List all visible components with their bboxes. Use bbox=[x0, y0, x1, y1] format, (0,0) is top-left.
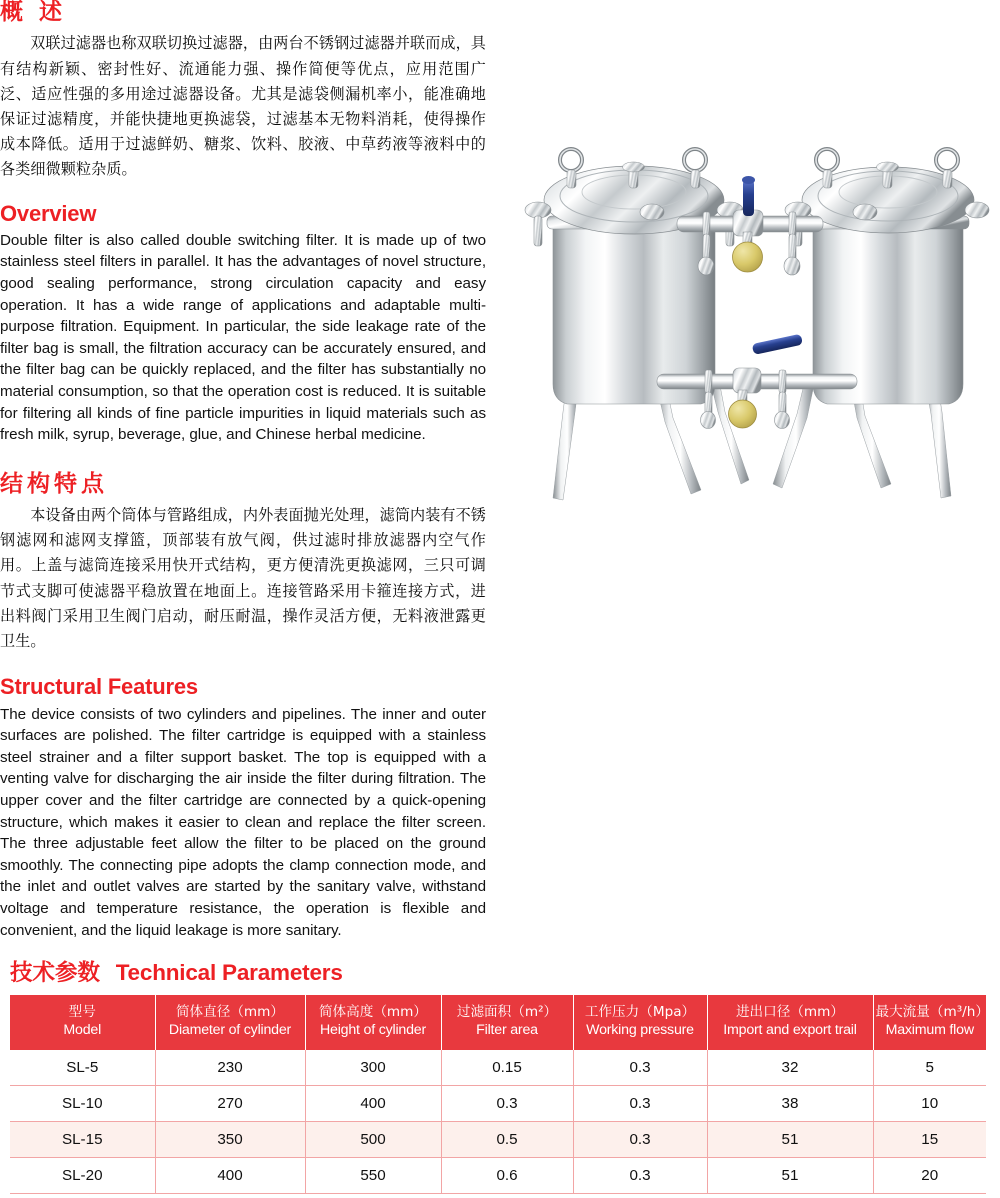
cell-diameter: 400 bbox=[155, 1157, 305, 1193]
cell-model: SL-15 bbox=[10, 1121, 155, 1157]
overview-section-en bbox=[0, 201, 486, 446]
table-row bbox=[10, 1050, 986, 1086]
structural-features-section-cn bbox=[0, 472, 486, 655]
cell-filter-area: 0.6 bbox=[441, 1157, 573, 1193]
cell-import-export: 32 bbox=[707, 1050, 873, 1086]
left-filter-vessel bbox=[525, 149, 743, 404]
structural-features-heading-cn: 结构特点 bbox=[0, 470, 108, 497]
cell-model: SL-5 bbox=[10, 1050, 155, 1086]
table-row bbox=[10, 1121, 986, 1157]
technical-parameters-section bbox=[10, 960, 989, 1194]
overview-body-en: Double filter is also called double switching filter. It is made up of two stainless steel filters in parallel. It has the advantages of novel structure, good sealing performance, strong circulation capacity and easy operation. It has a wide range of applications and adaptable multi-purpose filtration. Equipment. In particular, the side leakage rate of the filter bag is small, the filtration accuracy can be accurately ensured, and the filter bag can be quickly replaced, and the filter has substantially no material consumption, so that the operation cost is reduced. It is suitable for filtering all kinds of fine particle impurities in liquid materials such as fresh milk, syrup, beverage, glue, and Chinese herbal medicine. bbox=[0, 231, 486, 444]
cell-import-export: 51 bbox=[707, 1157, 873, 1193]
column-header-model bbox=[10, 995, 155, 1050]
column-header-import-export-cn: 进出口径（mm） bbox=[735, 1004, 845, 1021]
technical-parameters-heading bbox=[10, 960, 986, 987]
column-header-height-cn: 简体高度（mm） bbox=[318, 1004, 428, 1021]
column-header-import-export bbox=[707, 995, 873, 1050]
column-header-filter-area-en: Filter area bbox=[476, 1022, 538, 1039]
cell-import-export: 38 bbox=[707, 1085, 873, 1121]
cell-working-pressure: 0.3 bbox=[573, 1157, 707, 1193]
column-header-diameter bbox=[155, 995, 305, 1050]
column-header-max-flow-cn: 最大流量（m³/h） bbox=[875, 1004, 989, 1021]
cell-working-pressure: 0.3 bbox=[573, 1050, 707, 1086]
cell-max-flow: 10 bbox=[873, 1085, 986, 1121]
cell-filter-area: 0.3 bbox=[441, 1085, 573, 1121]
column-header-max-flow-en: Maximum flow bbox=[885, 1022, 974, 1039]
cell-height: 400 bbox=[305, 1085, 441, 1121]
column-header-working-pressure-en: Working pressure bbox=[586, 1022, 694, 1039]
technical-parameters-table bbox=[10, 995, 989, 1194]
structural-features-heading-en: Structural Features bbox=[0, 674, 198, 700]
cell-filter-area: 0.5 bbox=[441, 1121, 573, 1157]
technical-parameters-heading-cn: 技术参数 bbox=[10, 960, 101, 986]
column-header-max-flow bbox=[873, 995, 989, 1050]
structural-features-body-cn: 本设备由两个筒体与管路组成，内外表面抛光处理，滤筒内装有不锈钢滤网和滤网支撑篮，顶部装有放气阀，供过滤时排放滤器内空气作用。上盖与滤筒连接采用快开式结构，更方便清洗更换滤网，三只可调节式支脚可使滤器平稳放置在地面上。连接管路采用卡箍连接方式，进出料阀门采用卫生阀门启动，耐压耐温，操作灵活方便，无料液泄露更卫生。 bbox=[0, 506, 487, 651]
overview-heading-cn: 概 述 bbox=[0, 0, 67, 25]
cell-height: 300 bbox=[305, 1050, 441, 1086]
overview-body-cn: 双联过滤器也称双联切换过滤器，由两台不锈钢过滤器并联而成，具有结构新颖、密封性好、流通能力强、操作简便等优点，应用范围广泛、适应性强的多用途过滤器设备。尤其是滤袋侧漏机率小，能准确地保证过滤精度，并能快捷地更换滤袋，过滤基本无物料消耗，使得操作成本降低。适用于过滤鲜奶、糖浆、饮料、胶液、中草药液等液料中的各类细微颗粒杂质。 bbox=[0, 34, 487, 179]
column-header-working-pressure-cn: 工作压力（Mpa） bbox=[584, 1004, 696, 1021]
cell-model: SL-20 bbox=[10, 1157, 155, 1193]
table-row bbox=[10, 1085, 986, 1121]
cell-height: 550 bbox=[305, 1157, 441, 1193]
cell-max-flow: 20 bbox=[873, 1157, 986, 1193]
table-header-row bbox=[10, 995, 986, 1050]
cell-diameter: 350 bbox=[155, 1121, 305, 1157]
text-column bbox=[0, 0, 486, 941]
column-header-diameter-en: Diameter of cylinder bbox=[168, 1022, 292, 1039]
column-header-model-cn: 型号 bbox=[68, 1004, 96, 1021]
cell-working-pressure: 0.3 bbox=[573, 1121, 707, 1157]
column-header-height bbox=[305, 995, 441, 1050]
column-header-diameter-cn: 简体直径（mm） bbox=[175, 1004, 285, 1021]
duplex-filter-illustration bbox=[505, 112, 995, 512]
column-header-filter-area-cn: 过滤面积（m²） bbox=[456, 1004, 558, 1021]
technical-parameters-heading-en: Technical Parameters bbox=[115, 960, 343, 985]
cell-max-flow: 5 bbox=[873, 1050, 986, 1086]
overview-heading-en: Overview bbox=[0, 200, 97, 226]
cell-height: 500 bbox=[305, 1121, 441, 1157]
column-header-height-en: Height of cylinder bbox=[319, 1022, 426, 1039]
cell-model: SL-10 bbox=[10, 1085, 155, 1121]
cell-max-flow: 15 bbox=[873, 1121, 986, 1157]
table-body bbox=[10, 1050, 986, 1194]
cell-filter-area: 0.15 bbox=[441, 1050, 573, 1086]
cell-diameter: 230 bbox=[155, 1050, 305, 1086]
column-header-filter-area bbox=[441, 995, 573, 1050]
table-row bbox=[10, 1157, 986, 1193]
structural-features-section-en bbox=[0, 674, 486, 941]
cell-import-export: 51 bbox=[707, 1121, 873, 1157]
product-photo bbox=[505, 112, 995, 512]
structural-features-body-en: The device consists of two cylinders and pipelines. The inner and outer surfaces are polished. The filter cartridge is equipped with a stainless steel strainer and a filter support basket. The top is equipped with a venting valve for discharging the air inside the filter during filtration. The upper cover and the filter cartridge are connected by a quick-opening structure, which makes it easier to clean and replace the filter screen. The three adjustable feet allow the filter to be placed on the ground smoothly. The connecting pipe adopts the clamp connection mode, and the inlet and outlet valves are started by the sanitary valve, withstand voltage and temperature resistance, the operation is flexible and convenient, and the liquid leakage is more sanitary. bbox=[0, 705, 486, 939]
column-header-model-en: Model bbox=[63, 1022, 102, 1039]
cell-diameter: 270 bbox=[155, 1085, 305, 1121]
column-header-import-export-en: Import and export trail bbox=[723, 1022, 857, 1039]
right-filter-vessel bbox=[785, 149, 989, 404]
column-header-working-pressure bbox=[573, 995, 707, 1050]
overview-section-cn bbox=[0, 0, 486, 183]
cell-working-pressure: 0.3 bbox=[573, 1085, 707, 1121]
